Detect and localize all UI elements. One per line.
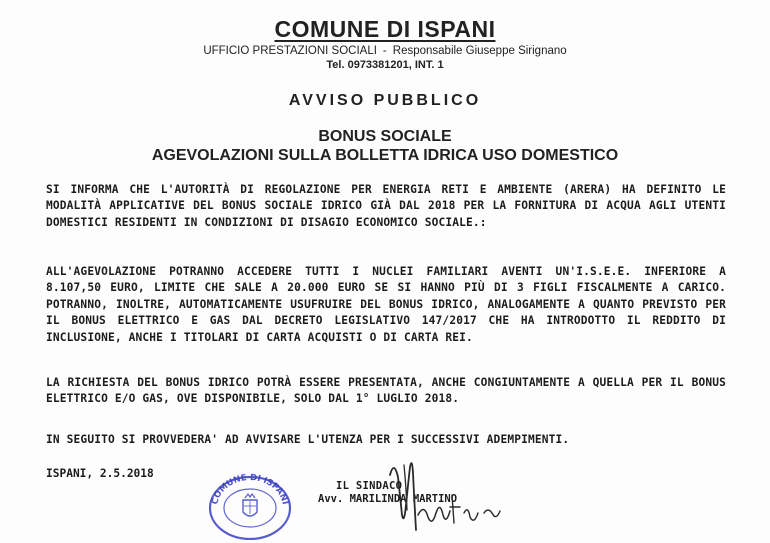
body-paragraph-3: LA RICHIESTA DEL BONUS IDRICO POTRÀ ESSERE PRESENTATA, ANCHE CONGIUNTAMENTE A QUELLA PER IL BONUS ELETTRICO E/O GAS, OVE DISPONIBILE, SOLO DAL 1° LUGLIO 2018.	[46, 376, 726, 406]
body-paragraph-1: SI INFORMA CHE L'AUTORITÀ DI REGOLAZIONE PER ENERGIA RETI E AMBIENTE (ARERA) HA DEFINITO LE MODALITÀ APPLICATIVE DEL BONUS SOCIALE IDRICO GIÀ DAL 2018 PER LA FORNITURA DI ACQUA AGLI UTENTI DOMESTICI RESIDENTI IN CONDIZIONI DI DISAGIO ECONOMICO SOCIALE.:	[46, 183, 726, 229]
office-phone: Tel. 0973381201, INT. 1	[326, 59, 444, 71]
handwritten-signature-icon	[380, 455, 510, 540]
place-date: ISPANI, 2.5.2018	[46, 467, 154, 480]
office-separator: -	[382, 45, 387, 57]
municipal-stamp-icon	[205, 470, 295, 540]
office-manager: Responsabile Giuseppe Sirignano	[392, 45, 567, 57]
body-paragraph-2: ALL'AGEVOLAZIONE POTRANNO ACCEDERE TUTTI I NUCLEI FAMILIARI AVENTI UN'I.S.E.E. INFERIORE A 8.107,50 EURO, LIMITE CHE SALE A 20.000 EURO SE SI HANNO PIÙ DI 3 FIGLI FISCALMENTE A CARICO. POTRANNO, INOLTRE, AUTOMATICAMENTE USUFRUIRE DEL BONUS IDRICO, ANALOGAMENTE A QUANTO PREVISTO PER IL BONUS ELETTRICO E GAS DAL DECRETO LEGISLATIVO 147/2017 CHE HA INTRODOTTO IL REDDITO DI INCLUSIONE, ANCHE I TITOLARI DI CARTA ACQUISTI O DI CARTA REI.	[46, 265, 726, 344]
notice-heading: AVVISO PUBBLICO	[288, 92, 482, 109]
municipality-title: COMUNE DI ISPANI	[274, 16, 496, 42]
svg-text:COMUNE DI ISPANI: COMUNE DI ISPANI	[210, 472, 290, 506]
notice-subject-line-2: AGEVOLAZIONI SULLA BOLLETTA IDRICA USO DOMESTICO	[151, 147, 619, 164]
office-line	[0, 45, 770, 57]
mayor-title: IL SINDACO	[336, 480, 403, 492]
notice-subject-line-1: BONUS SOCIALE	[318, 128, 452, 145]
office-name: UFFICIO PRESTAZIONI SOCIALI	[203, 45, 377, 57]
mayor-name: Avv. MARILINDA MARTINO	[318, 493, 458, 505]
body-paragraph-4: IN SEGUITO SI PROVVEDERA' AD AVVISARE L'UTENZA PER I SUCCESSIVI ADEMPIMENTI.	[46, 433, 570, 446]
